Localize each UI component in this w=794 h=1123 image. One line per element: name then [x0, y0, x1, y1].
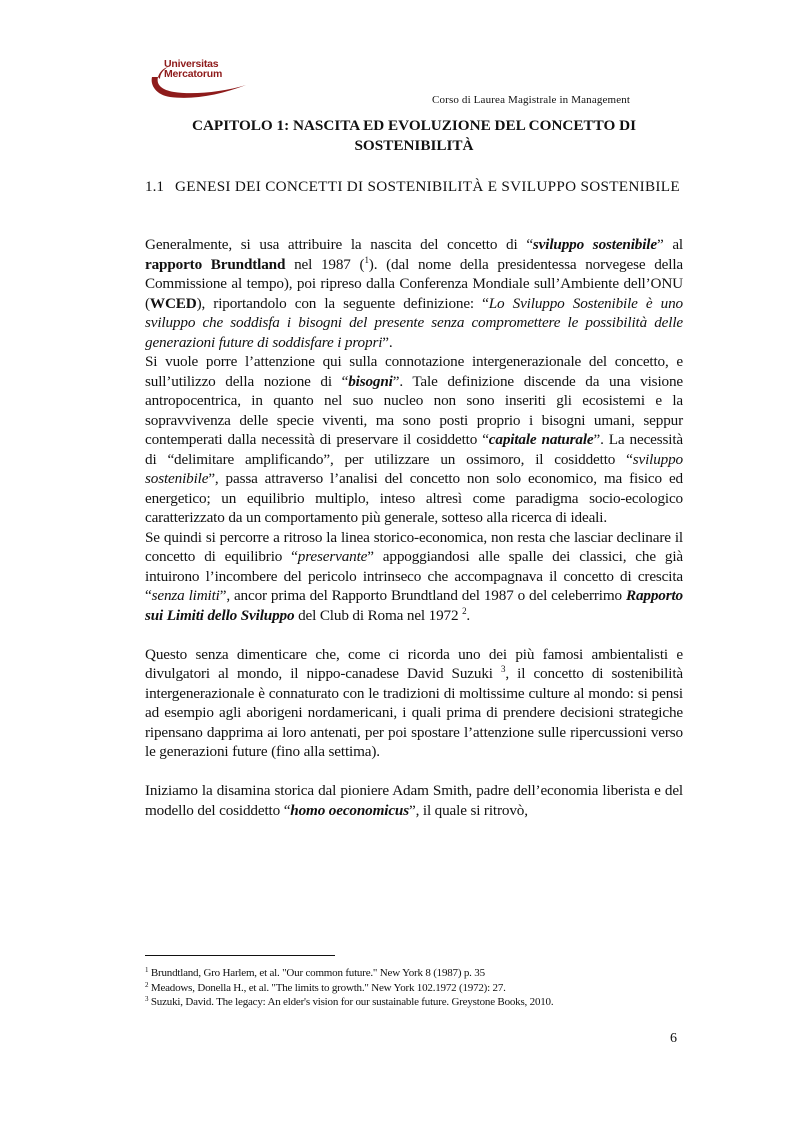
footnote-divider [145, 955, 335, 956]
footnote-ref-3: 3 [501, 664, 506, 674]
chapter-title: CAPITOLO 1: NASCITA ED EVOLUZIONE DEL CONCETTO DI SOSTENIBILITÀ [191, 117, 637, 154]
paragraph-2: Si vuole porre l’attenzione qui sulla connotazione intergenerazionale del concetto, e sull’utilizzo della nozione di “bisogni”. Tale definizione discende da una visione antropocentrica, in quanto nel suo nucleo non sono inseriti gli ecosistemi e la sopravvivenza delle specie viventi, ma sono posti proprio i bisogni umani, seppur contemperati dalla necessità di preservare il cosiddetto “capitale naturale”. La necessità di “delimitare amplificando”, per utilizzare un ossimoro, il cosiddetto “sviluppo sostenibile”, passa attraverso l’analisi del concetto non solo economico, ma fisico ed energetico; un equilibrio multiplo, inteso altresì come paradigma socio-ecologico caratterizzato da un comportamento più generale, sotteso alla ricerca di ideali. [145, 353, 684, 526]
page-number: 6 [670, 1031, 677, 1046]
paragraph-1: Generalmente, si usa attribuire la nascita del concetto di “sviluppo sostenibile” al rapporto Brundtland nel 1987 ($^1$). (dal nome della presidentessa norvegese della Commissione al tempo), poi ripreso dalla Conferenza Mondiale sull’Ambiente dell’ONU (WCED), riportandolo con la seguente definizione: “Lo Sviluppo Sostenibile è uno sviluppo che soddisfa i bisogni del presente senza compromettere le possibilità delle generazioni future di soddisfare i propri”. [145, 236, 684, 351]
footnote-item: $^2$ Meadows, Donella H., et al. "The limits to growth." New York 102.1972 (1972): 27. [145, 980, 506, 994]
section-heading [145, 177, 683, 198]
university-logo [148, 55, 248, 103]
paragraph-5: Iniziamo la disamina storica dal pioniere Adam Smith, padre dell’economia liberista e del modello del cosiddetto “homo oeconomicus”, il quale si ritrovò, [145, 782, 683, 819]
logo-line2: Mercatorum [164, 68, 223, 80]
section-number: 1.1 [145, 178, 164, 195]
section-title: GENESI DEI CONCETTI DI SOSTENIBILITÀ E SVILUPPO SOSTENIBILE [175, 178, 680, 195]
footnote-ref-1: 1 [364, 254, 369, 265]
course-header: Corso di Laurea Magistrale in Management [432, 94, 631, 106]
paragraph-4: Questo senza dimenticare che, come ci ricorda uno dei più famosi ambientalisti e divulgatori al mondo, il nippo-canadese David Suzuki $^3$, il concetto di sostenibilità intergenerazionale è connaturato con le tradizioni di moltissime culture al mondo: si pensi ad esempio agli aborigeni nordamericani, i quali prima di prendere decisioni strategiche ripensano dapprima ai loro antenati, per poi spostare l’attenzione sulle ripercussioni verso le generazioni future (fino alla settima). [145, 645, 683, 760]
footnote-item: $^3$ Suzuki, David. The legacy: An elder's vision for our sustainable future. Greystone Books, 2010. [145, 995, 554, 1008]
paragraph-3: Se quindi si percorre a ritroso la linea storico-economica, non resta che lasciar declinare il concetto di equilibrio “preservante” appoggiandosi alle spalle dei classici, che già intuirono l’incombere del pericolo intrinseco che accompagnava il concetto di crescita “senza limiti”, ancor prima del Rapporto Brundtland del 1987 o del celeberrimo Rapporto sui Limiti dello Sviluppo del Club di Roma nel 1972 $^2$. [145, 528, 683, 624]
logo-line1: Universitas [164, 58, 219, 70]
body-text [145, 235, 683, 820]
footnote-ref-2: 2 [462, 605, 467, 616]
footnotes [145, 966, 690, 1010]
footnote-item: $^1$ Brundtland, Gro Harlem, et al. "Our common future." New York 8 (1987) p. 35 [145, 966, 485, 979]
logo-text [164, 59, 222, 79]
